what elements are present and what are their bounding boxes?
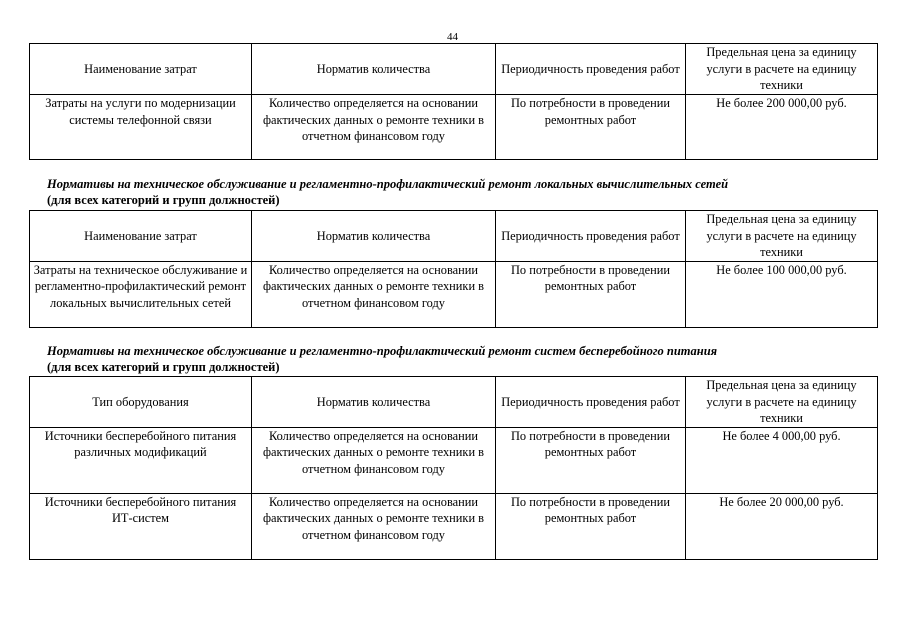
table-header-row <box>30 44 878 95</box>
section-heading-lan <box>47 177 877 208</box>
table-cell: По потребности в проведении ремонтных работ <box>496 427 686 493</box>
table-header-row <box>30 377 878 428</box>
repair-costs-table-ups <box>29 376 878 560</box>
table-cell: Источники бесперебойного питания ИТ-систем <box>30 493 252 559</box>
table-cell: Количество определяется на основании фактических данных о ремонте техники в отчетном финансовом году <box>252 493 496 559</box>
table-cell: По потребности в проведении ремонтных работ <box>496 493 686 559</box>
table-row <box>30 427 878 493</box>
section-subtitle: (для всех категорий и групп должностей) <box>47 359 280 374</box>
table-row <box>30 493 878 559</box>
table-cell: По потребности в проведении ремонтных работ <box>496 261 686 327</box>
header-cell: Периодичность проведения работ <box>496 44 686 95</box>
section-title: Нормативы на техническое обслуживание и регламентно-профилактический ремонт систем бесперебойного питания <box>47 344 718 358</box>
table-cell: Источники бесперебойного питания различных модификаций <box>30 427 252 493</box>
header-cell: Тип оборудования <box>30 377 252 428</box>
repair-costs-table-lan <box>29 210 878 328</box>
header-cell: Предельная цена за единицу услуги в расчете на единицу техники <box>686 377 878 428</box>
table-cell: Не более 20 000,00 руб. <box>686 493 878 559</box>
table-cell: Количество определяется на основании фактических данных о ремонте техники в отчетном финансовом году <box>252 427 496 493</box>
table-cell: Затраты на услуги по модернизации системы телефонной связи <box>30 95 252 160</box>
table-header-row <box>30 211 878 262</box>
table-cell: Не более 100 000,00 руб. <box>686 261 878 327</box>
table-cell: Не более 4 000,00 руб. <box>686 427 878 493</box>
header-cell: Предельная цена за единицу услуги в расчете на единицу техники <box>686 44 878 95</box>
header-cell: Норматив количества <box>252 377 496 428</box>
header-cell: Норматив количества <box>252 44 496 95</box>
section-heading-ups <box>47 344 877 375</box>
table-cell: Количество определяется на основании фактических данных о ремонте техники в отчетном финансовом году <box>252 95 496 160</box>
section-subtitle: (для всех категорий и групп должностей) <box>47 192 280 207</box>
page-number: 44 <box>447 31 458 43</box>
header-cell: Наименование затрат <box>30 211 252 262</box>
table-cell: Затраты на техническое обслуживание и регламентно-профилактический ремонт локальных вычислительных сетей <box>30 261 252 327</box>
header-cell: Периодичность проведения работ <box>496 211 686 262</box>
table-row <box>30 261 878 327</box>
header-cell: Норматив количества <box>252 211 496 262</box>
section-title: Нормативы на техническое обслуживание и регламентно-профилактический ремонт локальных вычислительных сетей <box>47 177 729 191</box>
header-cell: Периодичность проведения работ <box>496 377 686 428</box>
table-cell: Количество определяется на основании фактических данных о ремонте техники в отчетном финансовом году <box>252 261 496 327</box>
table-cell: По потребности в проведении ремонтных работ <box>496 95 686 160</box>
repair-costs-table-telephony <box>29 43 878 160</box>
header-cell: Наименование затрат <box>30 44 252 95</box>
table-cell: Не более 200 000,00 руб. <box>686 95 878 160</box>
header-cell: Предельная цена за единицу услуги в расчете на единицу техники <box>686 211 878 262</box>
table-row <box>30 95 878 160</box>
